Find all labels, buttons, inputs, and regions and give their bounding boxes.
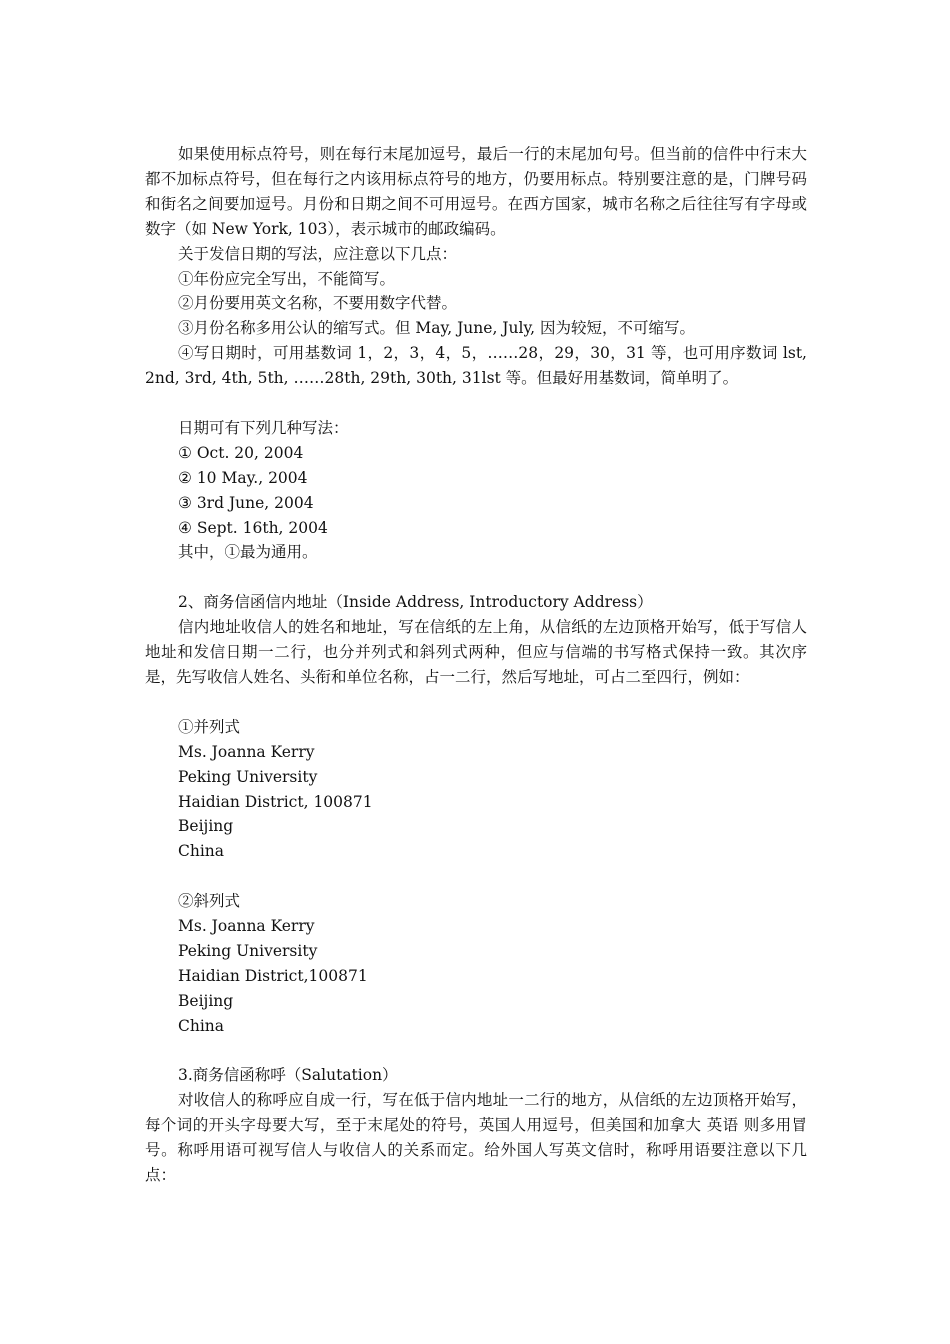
address-line: China	[178, 842, 225, 861]
address-line: Haidian District, 100871	[178, 792, 373, 811]
spacer	[145, 391, 807, 416]
address-line: Peking University	[178, 767, 318, 786]
indented-style-label: ②斜列式	[178, 892, 241, 911]
date-format-2: ② 10 May., 2004	[178, 468, 308, 487]
date-formats-conclusion: 其中，①最为通用。	[178, 543, 318, 562]
spacer	[145, 565, 807, 590]
section-title-salutation: 3.商务信函称呼（Salutation）	[178, 1066, 398, 1085]
address-line: Ms. Joanna Kerry	[178, 742, 315, 761]
intro-paragraph: 如果使用标点符号，则在每行末尾加逗号，最后一行的末尾加句号。但当前的信件中行末大都不加标点符号，但在每行之内该用标点符号的地方，仍要用标点。特别要注意的是，门牌号码和街名之间要加逗号。月份和日期之间不可用逗号。在西方国家，城市名称之后往往写有字母或数字（如 New York, 103），表示城市的邮政编码。	[145, 145, 807, 238]
spacer	[145, 864, 807, 889]
date-rule-2: ②月份要用英文名称，不要用数字代替。	[178, 294, 458, 313]
spacer	[145, 690, 807, 715]
address-line: Beijing	[178, 991, 234, 1010]
spacer	[145, 1039, 807, 1064]
address-line: Peking University	[178, 941, 318, 960]
address-line: Beijing	[178, 817, 234, 836]
date-rule-3: ③月份名称多用公认的缩写式。但 May, June, July, 因为较短，不可缩写。	[178, 319, 696, 338]
address-line: Haidian District,100871	[178, 966, 368, 985]
date-rule-1: ①年份应完全写出，不能简写。	[178, 269, 396, 288]
date-rule-4: ④写日期时，可用基数词 1，2，3，4，5，……28，29，30，31 等，也可用序数词 lst, 2nd, 3rd, 4th, 5th, ……28th, 29th, 30th, 31lst 等。但最好用基数词，简单明了。	[145, 344, 807, 388]
date-format-3: ③ 3rd June, 2004	[178, 493, 314, 512]
document-page	[145, 142, 807, 1188]
address-line: Ms. Joanna Kerry	[178, 917, 315, 936]
address-line: China	[178, 1016, 225, 1035]
block-style-label: ①并列式	[178, 717, 241, 736]
date-rules-heading: 关于发信日期的写法，应注意以下几点：	[178, 244, 458, 263]
date-format-1: ① Oct. 20, 2004	[178, 443, 304, 462]
salutation-paragraph: 对收信人的称呼应自成一行，写在低于信内地址一二行的地方，从信纸的左边顶格开始写，每个词的开头字母要大写，至于末尾处的符号，英国人用逗号，但美国和加拿大 英语 则多用冒号。称呼用语可视写信人与收信人的关系而定。给外国人写英文信时，称呼用语要注意以下几点：	[145, 1091, 807, 1185]
inside-address-paragraph: 信内地址收信人的姓名和地址，写在信纸的左上角，从信纸的左边顶格开始写，低于写信人地址和发信日期一二行，也分并列式和斜列式两种，但应与信端的书写格式保持一致。其次序是，先写收信人姓名、头衔和单位名称，占一二行，然后写地址，可占二至四行，例如：	[145, 618, 807, 686]
section-title-inside-address: 2、商务信函信内地址（Inside Address, Introductory Address）	[178, 593, 653, 612]
date-formats-heading: 日期可有下列几种写法：	[178, 418, 349, 437]
date-format-4: ④ Sept. 16th, 2004	[178, 518, 328, 537]
